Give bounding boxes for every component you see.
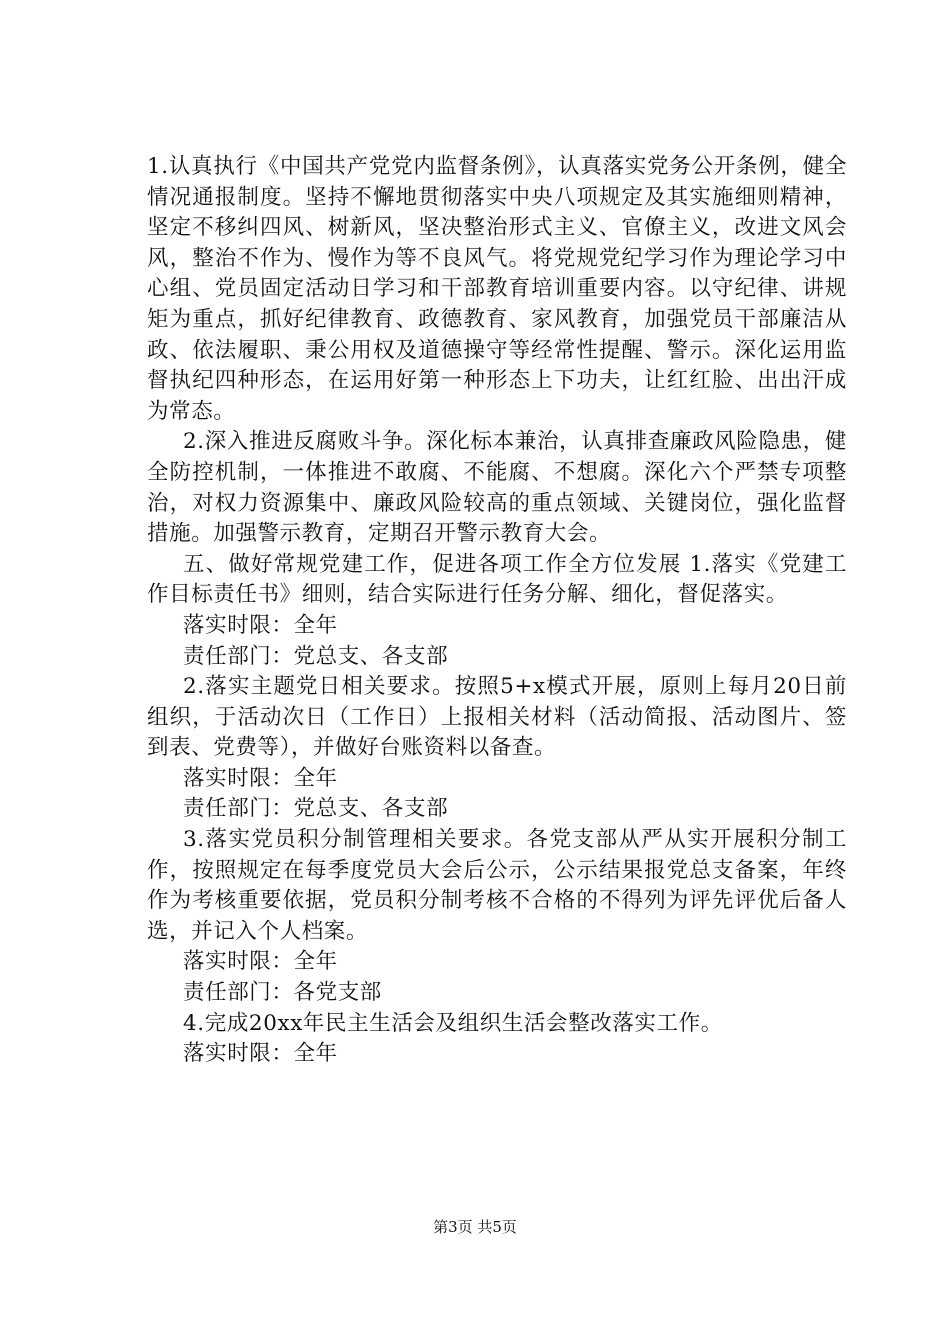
paragraph-item-2: 2.落实主题党日相关要求。按照5+x模式开展，原则上每月20日前组织，于活动次日（工作日）上报相关材料（活动简报、活动图片、签到表、党费等），并做好台账资料以备查。 bbox=[147, 674, 847, 761]
deadline-line: 落实时限：全年 bbox=[183, 612, 338, 638]
page-number-footer: 第3页 共5页 bbox=[433, 1218, 517, 1236]
deadline-line: 落实时限：全年 bbox=[183, 765, 338, 791]
paragraph-1: 1.认真执行《中国共产党党内监督条例》，认真落实党务公开条例，健全情况通报制度。坚持不懈地贯彻落实中央八项规定及其实施细则精神，坚定不移纠四风、树新风，坚决整治形式主义、官僚主义，改进文风会风，整治不作为、慢作为等不良风气。将党规党纪学习作为理论学习中心组、党员固定活动日学习和干部教育培训重要内容。以守纪律、讲规矩为重点，抓好纪律教育、政德教育、家风教育，加强党员干部廉洁从政、依法履职、秉公用权及道德操守等经常性提醒、警示。深化运用监督执纪四种形态，在运用好第一种形态上下功夫，让红红脸、出出汗成为常态。 bbox=[147, 154, 847, 424]
department-line: 责任部门：党总支、各支部 bbox=[183, 643, 449, 669]
section-heading-five: 五、做好常规党建工作，促进各项工作全方位发展 1.落实《党建工作目标责任书》细则，结合实际进行任务分解、细化，督促落实。 bbox=[147, 551, 847, 608]
deadline-line: 落实时限：全年 bbox=[183, 1041, 338, 1067]
paragraph-2: 2.深入推进反腐败斗争。深化标本兼治，认真排查廉政风险隐患，健全防控机制，一体推进不敢腐、不能腐、不想腐。深化六个严禁专项整治，对权力资源集中、廉政风险较高的重点领域、关键岗位，强化监督措施。加强警示教育，定期召开警示教育大会。 bbox=[147, 429, 847, 547]
department-line: 责任部门：党总支、各支部 bbox=[183, 796, 449, 822]
document-body bbox=[147, 152, 847, 1070]
deadline-line: 落实时限：全年 bbox=[183, 949, 338, 975]
paragraph-item-4: 4.完成20xx年民主生活会及组织生活会整改落实工作。 bbox=[183, 1010, 723, 1036]
department-line: 责任部门：各党支部 bbox=[183, 980, 382, 1006]
paragraph-item-3: 3.落实党员积分制管理相关要求。各党支部从严从实开展积分制工作，按照规定在每季度党员大会后公示，公示结果报党总支备案，年终作为考核重要依据，党员积分制考核不合格的不得列为评先评优后备人选，并记入个人档案。 bbox=[147, 827, 847, 944]
